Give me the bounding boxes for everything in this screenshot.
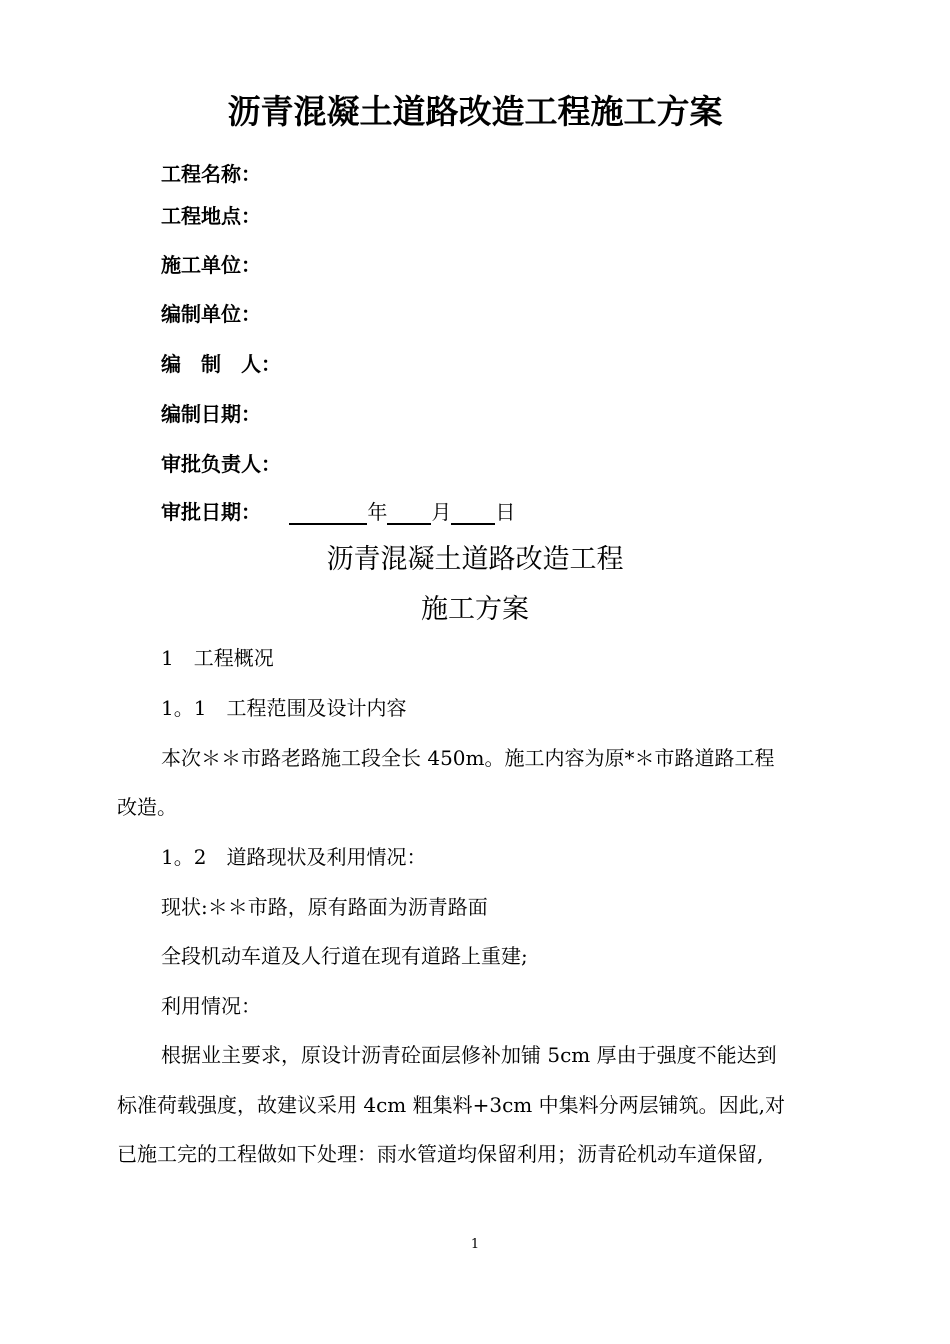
paragraph-body-line-1: 根据业主要求，原设计沥青砼面层修补加铺 5cm 厚由于强度不能达到 — [161, 1043, 777, 1067]
paragraph-scope-line-1: 本次＊＊市路老路施工段全长 450m。施工内容为原*＊市路道路工程 — [161, 746, 775, 770]
month-blank — [387, 501, 431, 525]
field-compiling-unit: 编制单位： — [161, 302, 261, 326]
paragraph-rebuild: 全段机动车道及人行道在现有道路上重建; — [161, 944, 528, 968]
section-heading-1: 1 工程概况 — [161, 646, 274, 670]
field-compile-date: 编制日期： — [161, 402, 261, 426]
paragraph-body-line-3: 已施工完的工程做如下处理：雨水管道均保留利用；沥青砼机动车道保留, — [117, 1142, 764, 1166]
paragraph-body-line-2: 标准荷载强度，故建议采用 4cm 粗集料+3cm 中集料分两层铺筑。因此,对 — [117, 1093, 785, 1117]
subtitle-line-2: 施工方案 — [421, 594, 529, 625]
field-compiler: 编 制 人： — [161, 352, 281, 376]
document-title: 沥青混凝土道路改造工程施工方案 — [227, 92, 723, 131]
day-unit: 日 — [495, 500, 516, 524]
paragraph-status: 现状:＊＊市路，原有路面为沥青路面 — [161, 895, 488, 919]
month-unit: 月 — [431, 500, 452, 524]
subtitle-line-1: 沥青混凝土道路改造工程 — [326, 544, 624, 575]
field-approver: 审批负责人： — [161, 452, 281, 476]
field-project-location: 工程地点： — [161, 204, 261, 228]
year-unit: 年 — [367, 500, 388, 524]
page-number: 1 — [470, 1237, 480, 1252]
section-heading-1-2: 1。2 道路现状及利用情况： — [161, 845, 427, 869]
section-heading-1-1: 1。1 工程范围及设计内容 — [161, 696, 407, 720]
paragraph-usage-heading: 利用情况： — [161, 994, 261, 1018]
year-blank — [289, 501, 367, 525]
day-blank — [451, 501, 495, 525]
field-project-name: 工程名称： — [161, 162, 261, 186]
field-construction-unit: 施工单位： — [161, 253, 261, 277]
paragraph-scope-line-2: 改造。 — [117, 795, 177, 819]
field-approve-date — [161, 496, 515, 525]
approve-date-label: 审批日期： — [161, 500, 261, 524]
